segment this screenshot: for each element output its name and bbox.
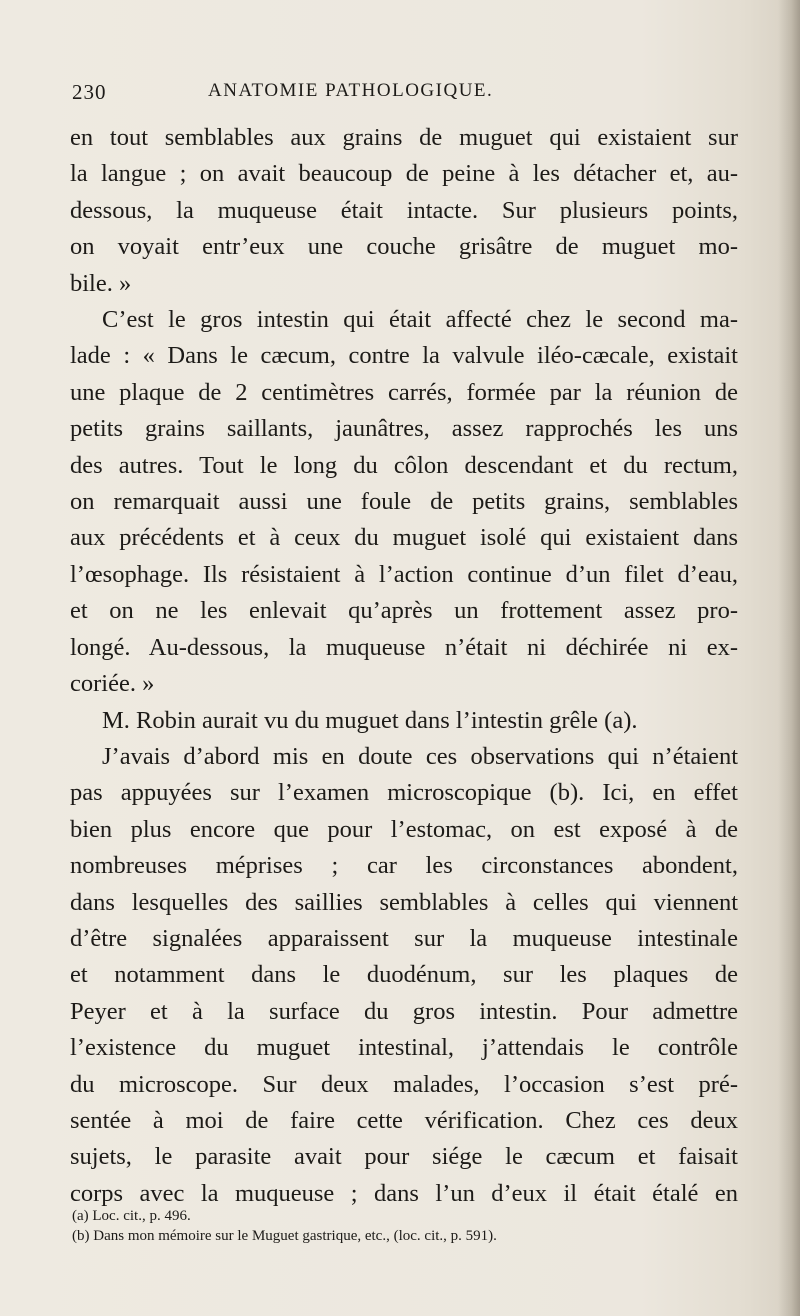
- text-line: on voyait entr’eux une couche grisâtre de muguet mo-: [70, 233, 738, 261]
- text-line: aux précédents et à ceux du muguet isolé qui existaient dans: [70, 524, 738, 552]
- footnote-b: (b) Dans mon mémoire sur le Muguet gastrique, etc., (loc. cit., p. 591).: [72, 1228, 497, 1244]
- text-line: lade : « Dans le cæcum, contre la valvule iléo-cæcale, existait: [70, 342, 738, 370]
- text-line: Peyer et à la surface du gros intestin. Pour admettre: [70, 997, 738, 1025]
- text-line: petits grains saillants, jaunâtres, assez rapprochés les uns: [70, 415, 738, 443]
- text-line: sentée à moi de faire cette vérification. Chez ces deux: [70, 1106, 738, 1134]
- text-line: bile. »: [70, 269, 132, 297]
- page-number: 230: [72, 80, 107, 104]
- text-line: d’être signalées apparaissent sur la muqueuse intestinale: [70, 924, 738, 952]
- text-line: corps avec la muqueuse ; dans l’un d’eux il était étalé en: [70, 1179, 738, 1207]
- text-line: bien plus encore que pour l’estomac, on est exposé à de: [70, 815, 738, 843]
- footnote-a: (a) Loc. cit., p. 496.: [72, 1208, 191, 1224]
- page-edge-shadow: [778, 0, 800, 1316]
- text-line: J’avais d’abord mis en doute ces observations qui n’étaient: [102, 742, 738, 770]
- text-line: du microscope. Sur deux malades, l’occasion s’est pré-: [70, 1070, 738, 1098]
- text-line: l’existence du muguet intestinal, j’attendais le contrôle: [70, 1034, 738, 1062]
- footnotes: [72, 1206, 752, 1246]
- text-line: la langue ; on avait beaucoup de peine à les détacher et, au-: [70, 160, 738, 188]
- text-line: dessous, la muqueuse était intacte. Sur plusieurs points,: [70, 196, 738, 224]
- text-line: nombreuses méprises ; car les circonstances abondent,: [70, 852, 738, 880]
- text-line: C’est le gros intestin qui était affecté chez le second ma-: [102, 306, 738, 334]
- text-line: sujets, le parasite avait pour siége le cæcum et faisait: [70, 1143, 738, 1171]
- text-line: longé. Au-dessous, la muqueuse n’était ni déchirée ni ex-: [70, 633, 738, 661]
- text-line: on remarquait aussi une foule de petits grains, semblables: [70, 488, 738, 516]
- text-line: pas appuyées sur l’examen microscopique (b). Ici, en effet: [70, 779, 738, 807]
- text-line: dans lesquelles des saillies semblables à celles qui viennent: [70, 888, 738, 916]
- text-line: des autres. Tout le long du côlon descendant et du rectum,: [70, 451, 738, 479]
- text-line: une plaque de 2 centimètres carrés, formée par la réunion de: [70, 378, 738, 406]
- text-line: et on ne les enlevait qu’après un frottement assez pro-: [70, 597, 738, 625]
- text-line: et notamment dans le duodénum, sur les plaques de: [70, 961, 738, 989]
- running-title: ANATOMIE PATHOLOGIQUE.: [208, 80, 494, 101]
- text-line: coriée. »: [70, 670, 155, 698]
- text-line: M. Robin aurait vu du muguet dans l’intestin grêle (a).: [102, 706, 638, 734]
- text-line: l’œsophage. Ils résistaient à l’action continue d’un filet d’eau,: [70, 560, 738, 588]
- body-text: [70, 120, 738, 1212]
- page-header: [0, 80, 800, 110]
- text-line: en tout semblables aux grains de muguet qui existaient sur: [70, 124, 738, 151]
